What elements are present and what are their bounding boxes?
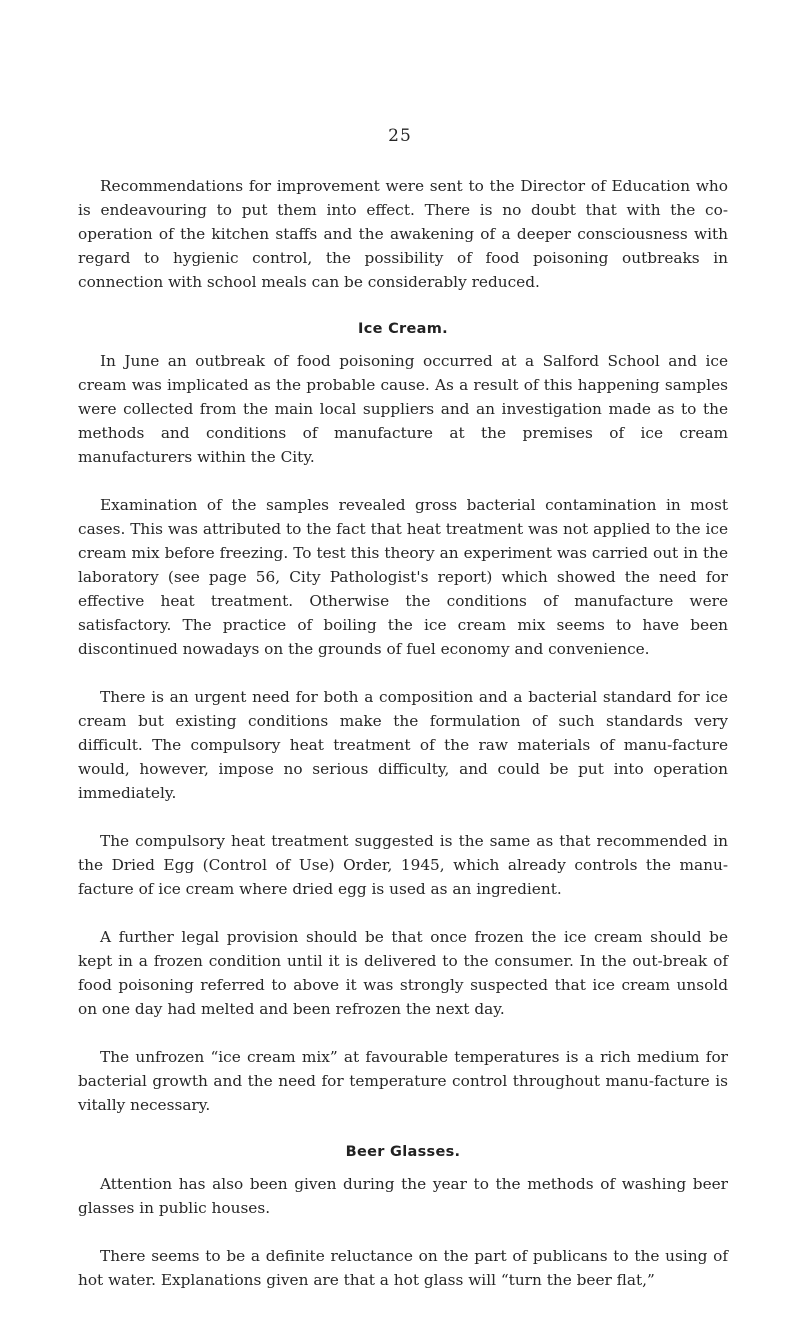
section-heading-beer-glasses: Beer Glasses. [345,1144,461,1160]
page-number: 25 [388,126,412,146]
ice-cream-paragraph-3: There is an urgent need for both a composition and a bacterial standard for ice cream but existing conditions make the formulation of such standards very difficult. The compulsory heat treatment of the raw materials of manu-facture would, however, impose no serious difficulty, and could be put into operation immediately. [78,688,728,802]
beer-glasses-paragraph-1: Attention has also been given during the year to the methods of washing beer glasses in public houses. [78,1175,728,1217]
body-text [78,174,728,1292]
intro-paragraph: Recommendations for improvement were sent to the Director of Education who is endeavouring to put them into effect. There is no doubt that with the co-operation of the kitchen staffs and the awakening of a deeper consciousness with regard to hygienic control, the possibility of food poisoning outbreaks in connection with school meals can be considerably reduced. [78,177,728,291]
ice-cream-paragraph-4: The compulsory heat treatment suggested is the same as that recommended in the Dried Egg (Control of Use) Order, 1945, which already controls the manu-facture of ice cream where dried egg is used as an ingredient. [78,832,728,898]
ice-cream-paragraph-5: A further legal provision should be that once frozen the ice cream should be kept in a frozen condition until it is delivered to the consumer. In the out-break of food poisoning referred to above it was strongly suspected that ice cream unsold on one day had melted and been refrozen the next day. [78,928,728,1018]
ice-cream-paragraph-2: Examination of the samples revealed gross bacterial contamination in most cases. This was attributed to the fact that heat treatment was not applied to the ice cream mix before freezing. To test this theory an experiment was carried out in the laboratory (see page 56, City Pathologist's report) which showed the need for effective heat treatment. Otherwise the conditions of manufacture were satisfactory. The practice of boiling the ice cream mix seems to have been discontinued nowadays on the grounds of fuel economy and convenience. [78,496,728,658]
ice-cream-paragraph-6: The unfrozen “ice cream mix” at favourable temperatures is a rich medium for bacterial growth and the need for temperature control throughout manu-facture is vitally necessary. [78,1048,728,1114]
beer-glasses-paragraph-2: There seems to be a definite reluctance on the part of publicans to the using of hot water. Explanations given are that a hot glass will “turn the beer flat,” [78,1247,728,1289]
section-heading-ice-cream: Ice Cream. [358,321,448,337]
ice-cream-paragraph-1: In June an outbreak of food poisoning occurred at a Salford School and ice cream was implicated as the probable cause. As a result of this happening samples were collected from the main local suppliers and an investigation made as to the methods and conditions of manufacture at the premises of ice cream manufacturers within the City. [78,352,728,466]
